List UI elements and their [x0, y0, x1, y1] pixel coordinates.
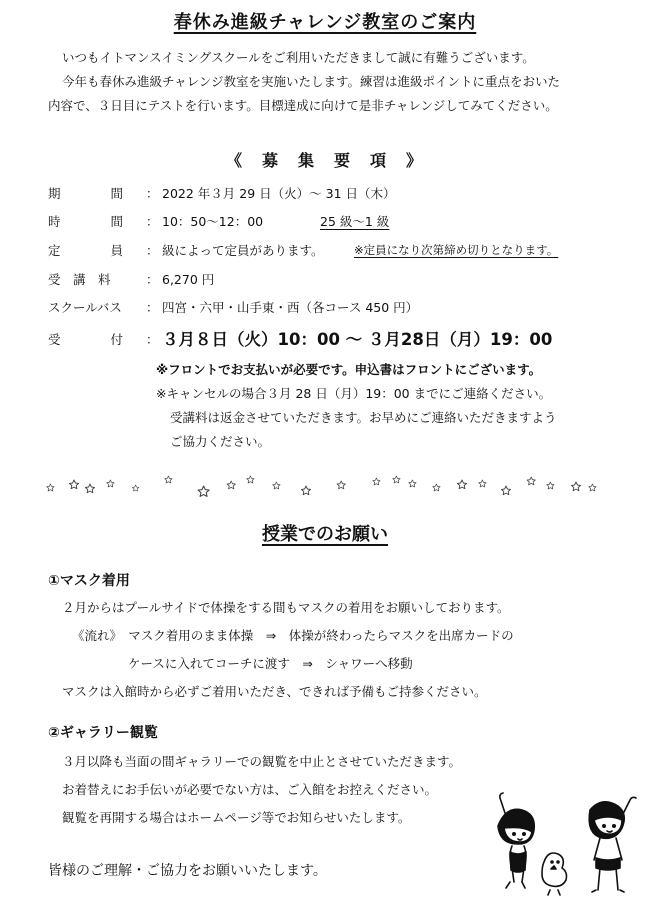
- time-label: 時 間: [48, 214, 124, 229]
- reception-value: ３月８日（火）10：00 ～ ３月28日（月）19：00: [162, 330, 553, 349]
- capacity-value: 級によって定員があります。: [162, 243, 324, 258]
- fee-value: 6,270 円: [162, 272, 215, 287]
- reception-colon: ：: [146, 332, 159, 347]
- period-colon: ：: [146, 186, 159, 201]
- mask-line-1: ２月からはプールサイドで体操をする間もマスクの着用をお願いしております。: [62, 600, 510, 615]
- gallery-line-2: お着替えにお手伝いが必要でない方は、ご入館をお控えください。: [62, 782, 438, 797]
- period-label: 期 間: [48, 186, 124, 201]
- refund-note: 受講料は返金させていただきます。お早めにご連絡いただきますよう: [170, 410, 557, 425]
- recruitment-heading: 《 募 集 要 項 》: [225, 151, 424, 170]
- star-divider-icon: [44, 474, 604, 498]
- gallery-heading: ②ギャラリー観覧: [48, 725, 158, 741]
- requests-heading: 授業でのお願い: [262, 524, 388, 545]
- capacity-note: ※定員になり次第締め切りとなります。: [354, 243, 559, 257]
- cancel-note: ※キャンセルの場合３月 28 日（月）19：00 までにご連絡ください。: [156, 386, 552, 401]
- swimming-kids-illustration: [488, 786, 638, 896]
- intro-line-2: 今年も春休み進級チャレンジ教室を実施いたします。練習は進級ポイントに重点をおいた: [62, 74, 561, 89]
- bus-colon: ：: [146, 300, 159, 315]
- time-colon: ：: [146, 214, 159, 229]
- capacity-colon: ：: [146, 243, 159, 258]
- fee-label: 受 講 料: [48, 272, 111, 287]
- front-payment-note: ※フロントでお支払いが必要です。申込書はフロントにございます。: [156, 362, 542, 377]
- intro-line-1: いつもイトマンスイミングスクールをご利用いただきまして誠に有難うございます。: [62, 50, 535, 65]
- bus-value: 四宮・六甲・山手東・西（各コース 450 円）: [162, 300, 419, 315]
- intro-line-3: 内容で、３日目にテストを行います。目標達成に向けて是非チャレンジしてみてください。: [48, 98, 558, 113]
- mask-flow-line-2: ケースに入れてコーチに渡す ⇒ シャワーへ移動: [128, 656, 413, 671]
- cooperation-note: ご協力ください。: [170, 434, 271, 449]
- gallery-line-1: ３月以降も当面の間ギャラリーでの観覧を中止とさせていただきます。: [62, 754, 462, 769]
- mask-heading: ①マスク着用: [48, 573, 130, 589]
- closing-message: 皆様のご理解・ご協力をお願いいたします。: [48, 863, 327, 879]
- mask-flow-line: 《流れ》 マスク着用のまま体操 ⇒ 体操が終わったらマスクを出席カードの: [72, 628, 514, 643]
- bus-label: スクールバス: [48, 300, 122, 315]
- mask-line-4: マスクは入館時から必ずご着用いただき、できれば予備もご持参ください。: [62, 684, 487, 699]
- page-title: 春休み進級チャレンジ教室のご案内: [173, 12, 477, 33]
- reception-label: 受 付: [48, 332, 124, 347]
- time-level: 25 級～1 級: [320, 214, 390, 229]
- fee-colon: ：: [146, 272, 159, 287]
- gallery-line-3: 観覧を再開する場合はホームページ等でお知らせいたします。: [62, 810, 411, 825]
- period-value: 2022 年３月 29 日（火）～ 31 日（木）: [162, 186, 396, 201]
- time-value: 10：50～12：00: [162, 214, 264, 229]
- capacity-label: 定 員: [48, 243, 124, 258]
